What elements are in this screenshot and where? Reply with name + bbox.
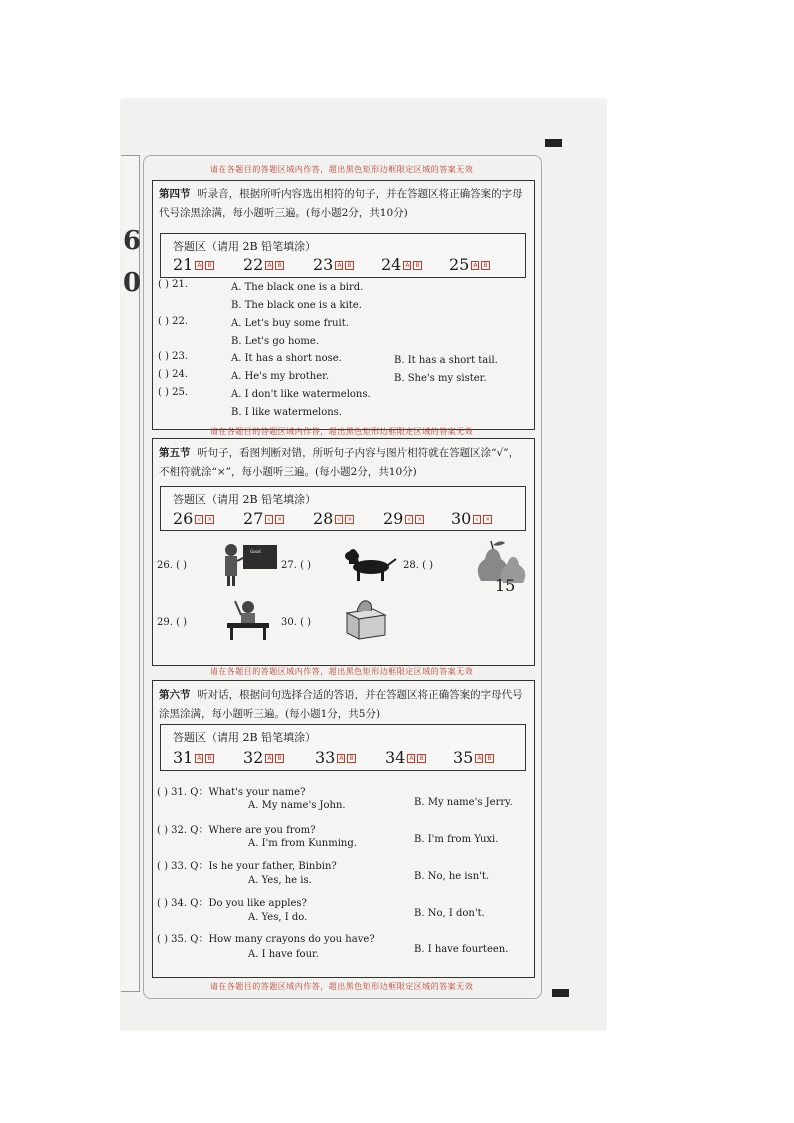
answer-item-25[interactable]: 25 A B	[449, 255, 488, 274]
section-6	[152, 680, 535, 978]
q25-prefix: ( ) 25.	[158, 387, 189, 398]
pic-26-label: 26. ( )	[157, 560, 188, 571]
page-number: 15	[495, 576, 516, 595]
section-4-answer-box	[160, 233, 526, 278]
q21-prefix: ( ) 21.	[158, 279, 189, 290]
red-note-3: 请在各题目的答题区域内作答，超出黑色矩形边框限定区域的答案无效	[209, 667, 474, 676]
q21-option-b: B. The black one is a kite.	[231, 300, 362, 311]
answer-item-33[interactable]: 33 A B	[315, 748, 354, 767]
red-note-4: 请在各题目的答题区域内作答，超出黑色矩形边框限定区域的答案无效	[209, 982, 474, 991]
answer-item-24[interactable]: 24 A B	[381, 255, 420, 274]
q21-option-a: A. The black one is a bird.	[231, 282, 364, 293]
q32-question: ( ) 32. Q：Where are you from?	[157, 825, 316, 836]
answer-item-30[interactable]: 30 √ ×	[451, 509, 491, 528]
q34-option-a: A. Yes, I do.	[248, 912, 308, 923]
q23-prefix: ( ) 23.	[158, 351, 189, 362]
section-6-answer-box	[160, 724, 526, 771]
section-4	[152, 180, 535, 430]
q22-option-b: B. Let's go home.	[231, 336, 319, 347]
answer-item-23[interactable]: 23 A B	[313, 255, 352, 274]
answer-item-35[interactable]: 35 A B	[453, 748, 492, 767]
svg-text:Good: Good	[250, 549, 261, 554]
q35-option-b: B. I have fourteen.	[414, 944, 509, 955]
q35-question: ( ) 35. Q：How many crayons do you have?	[157, 934, 375, 945]
pic-27-label: 27. ( )	[281, 560, 312, 571]
q24-option-a: A. He's my brother.	[231, 371, 330, 382]
answer-box-label: 答题区（请用 2B 铅笔填涂）	[173, 240, 317, 253]
pic-29-label: 29. ( )	[157, 617, 188, 628]
section-5-title: 第五节 听句子，看图判断对错，所听句子内容与图片相符就在答题区涂“√”，不相符就涂“×”，每小题听三遍。(每小题2分，共10分)	[159, 447, 520, 478]
answer-item-28[interactable]: 28 √ ×	[313, 509, 353, 528]
pic-28-label: 28. ( )	[403, 560, 434, 571]
left-strip-char-2: 0	[123, 268, 142, 298]
answer-item-27[interactable]: 27 √ ×	[243, 509, 283, 528]
left-strip-char-1: 6	[123, 226, 142, 256]
answer-item-22[interactable]: 22 A B	[243, 255, 282, 274]
red-note-1: 请在各题目的答题区域内作答，超出黑色矩形边框限定区域的答案无效	[209, 165, 474, 174]
section-4-title: 第四节 听录音，根据所听内容选出相符的句子，并在答题区将正确答案的字母代号涂黑涂满，每小题听三遍。(每小题2分，共10分)	[159, 188, 523, 219]
q25-option-a: A. I don't like watermelons.	[231, 389, 371, 400]
answer-item-34[interactable]: 34 A B	[385, 748, 424, 767]
q34-question: ( ) 34. Q：Do you like apples?	[157, 898, 307, 909]
q32-option-a: A. I'm from Kunming.	[248, 838, 357, 849]
answer-item-26[interactable]: 26 √ ×	[173, 509, 213, 528]
alignment-mark-bottom	[552, 989, 569, 997]
q31-option-a: A. My name's John.	[248, 800, 346, 811]
q32-option-b: B. I'm from Yuxi.	[414, 834, 499, 845]
q33-option-a: A. Yes, he is.	[248, 875, 312, 886]
pic-30-label: 30. ( )	[281, 617, 312, 628]
red-note-2: 请在各题目的答题区域内作答，超出黑色矩形边框限定区域的答案无效	[209, 427, 474, 436]
answer-box-label: 答题区（请用 2B 铅笔填涂）	[173, 493, 317, 506]
dog-picture	[343, 542, 398, 584]
box-picture	[343, 597, 389, 642]
answer-item-31[interactable]: 31 A B	[173, 748, 212, 767]
alignment-mark-top	[545, 139, 562, 147]
girl-at-desk-picture	[223, 597, 273, 642]
answer-box-label: 答题区（请用 2B 铅笔填涂）	[173, 731, 317, 744]
q34-option-b: B. No, I don't.	[414, 908, 485, 919]
q33-option-b: B. No, he isn't.	[414, 871, 490, 882]
q22-prefix: ( ) 22.	[158, 316, 189, 327]
left-margin-strip	[121, 155, 140, 992]
answer-item-21[interactable]: 21 A B	[173, 255, 212, 274]
section-5	[152, 438, 535, 666]
q31-option-b: B. My name's Jerry.	[414, 797, 513, 808]
q23-option-b: B. It has a short tail.	[394, 355, 498, 366]
answer-item-29[interactable]: 29 √ ×	[383, 509, 423, 528]
q33-question: ( ) 33. Q：Is he your father, Binbin?	[157, 861, 337, 872]
section-6-title: 第六节 听对话，根据问句选择合适的答语，并在答题区将正确答案的字母代号涂黑涂满，每小题听三遍。(每小题1分，共5分)	[159, 689, 523, 720]
q31-question: ( ) 31. Q：What's your name?	[157, 787, 306, 798]
q24-prefix: ( ) 24.	[158, 369, 189, 380]
q35-option-a: A. I have four.	[248, 949, 319, 960]
q25-option-b: B. I like watermelons.	[231, 407, 342, 418]
q24-option-b: B. She's my sister.	[394, 373, 487, 384]
q23-option-a: A. It has a short nose.	[231, 353, 342, 364]
section-5-answer-box	[160, 486, 526, 531]
answer-item-32[interactable]: 32 A B	[243, 748, 282, 767]
q22-option-a: A. Let's buy some fruit.	[231, 318, 349, 329]
teacher-at-blackboard-picture	[219, 541, 279, 591]
